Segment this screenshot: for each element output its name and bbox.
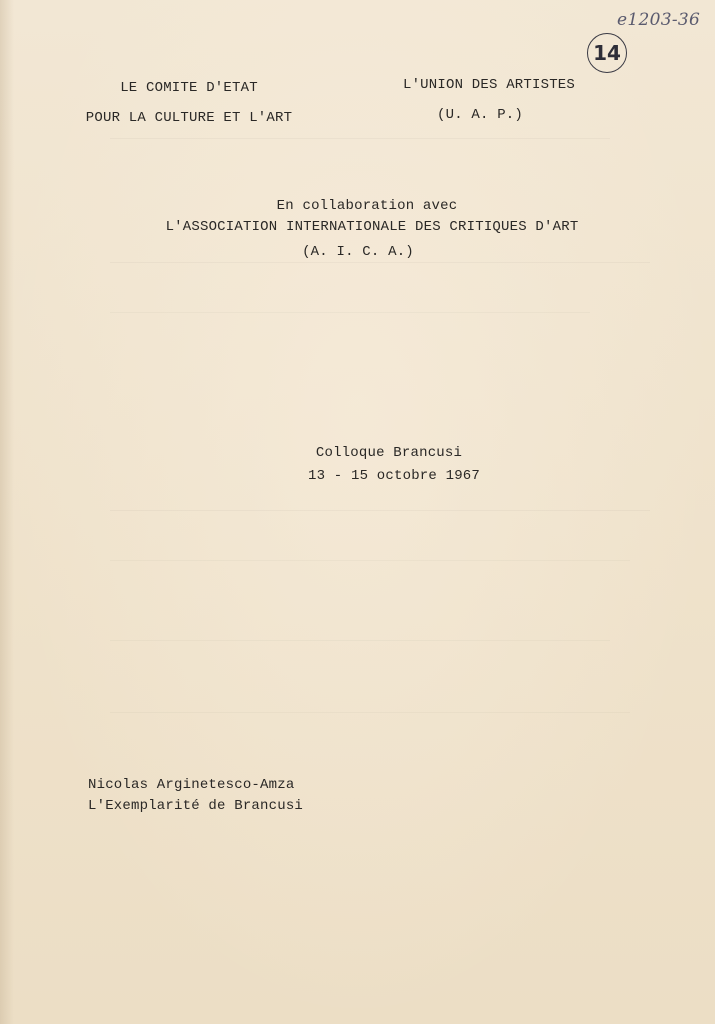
left-org-line2: POUR LA CULTURE ET L'ART <box>85 110 293 126</box>
right-org-line1: L'UNION DES ARTISTES <box>402 77 576 93</box>
paper-title: L'Exemplarité de Brancusi <box>88 798 304 814</box>
event-dates: 13 - 15 octobre 1967 <box>307 468 481 484</box>
left-org-line1: LE COMITE D'ETAT <box>120 80 258 96</box>
collaboration-acronym: (A. I. C. A.) <box>302 244 414 260</box>
page-number-circled: 14 <box>587 33 627 73</box>
event-title: Colloque Brancusi <box>315 445 463 461</box>
right-org-line2: (U. A. P.) <box>436 107 524 123</box>
author-name: Nicolas Arginetesco-Amza <box>88 777 295 793</box>
collaboration-org-name: L'ASSOCIATION INTERNATIONALE DES CRITIQUES D'ART <box>165 219 579 235</box>
paper-edge-shadow <box>0 0 14 1024</box>
archive-reference-handwritten: e1203-36 <box>617 10 701 30</box>
collaboration-line1: En collaboration avec <box>276 198 458 214</box>
